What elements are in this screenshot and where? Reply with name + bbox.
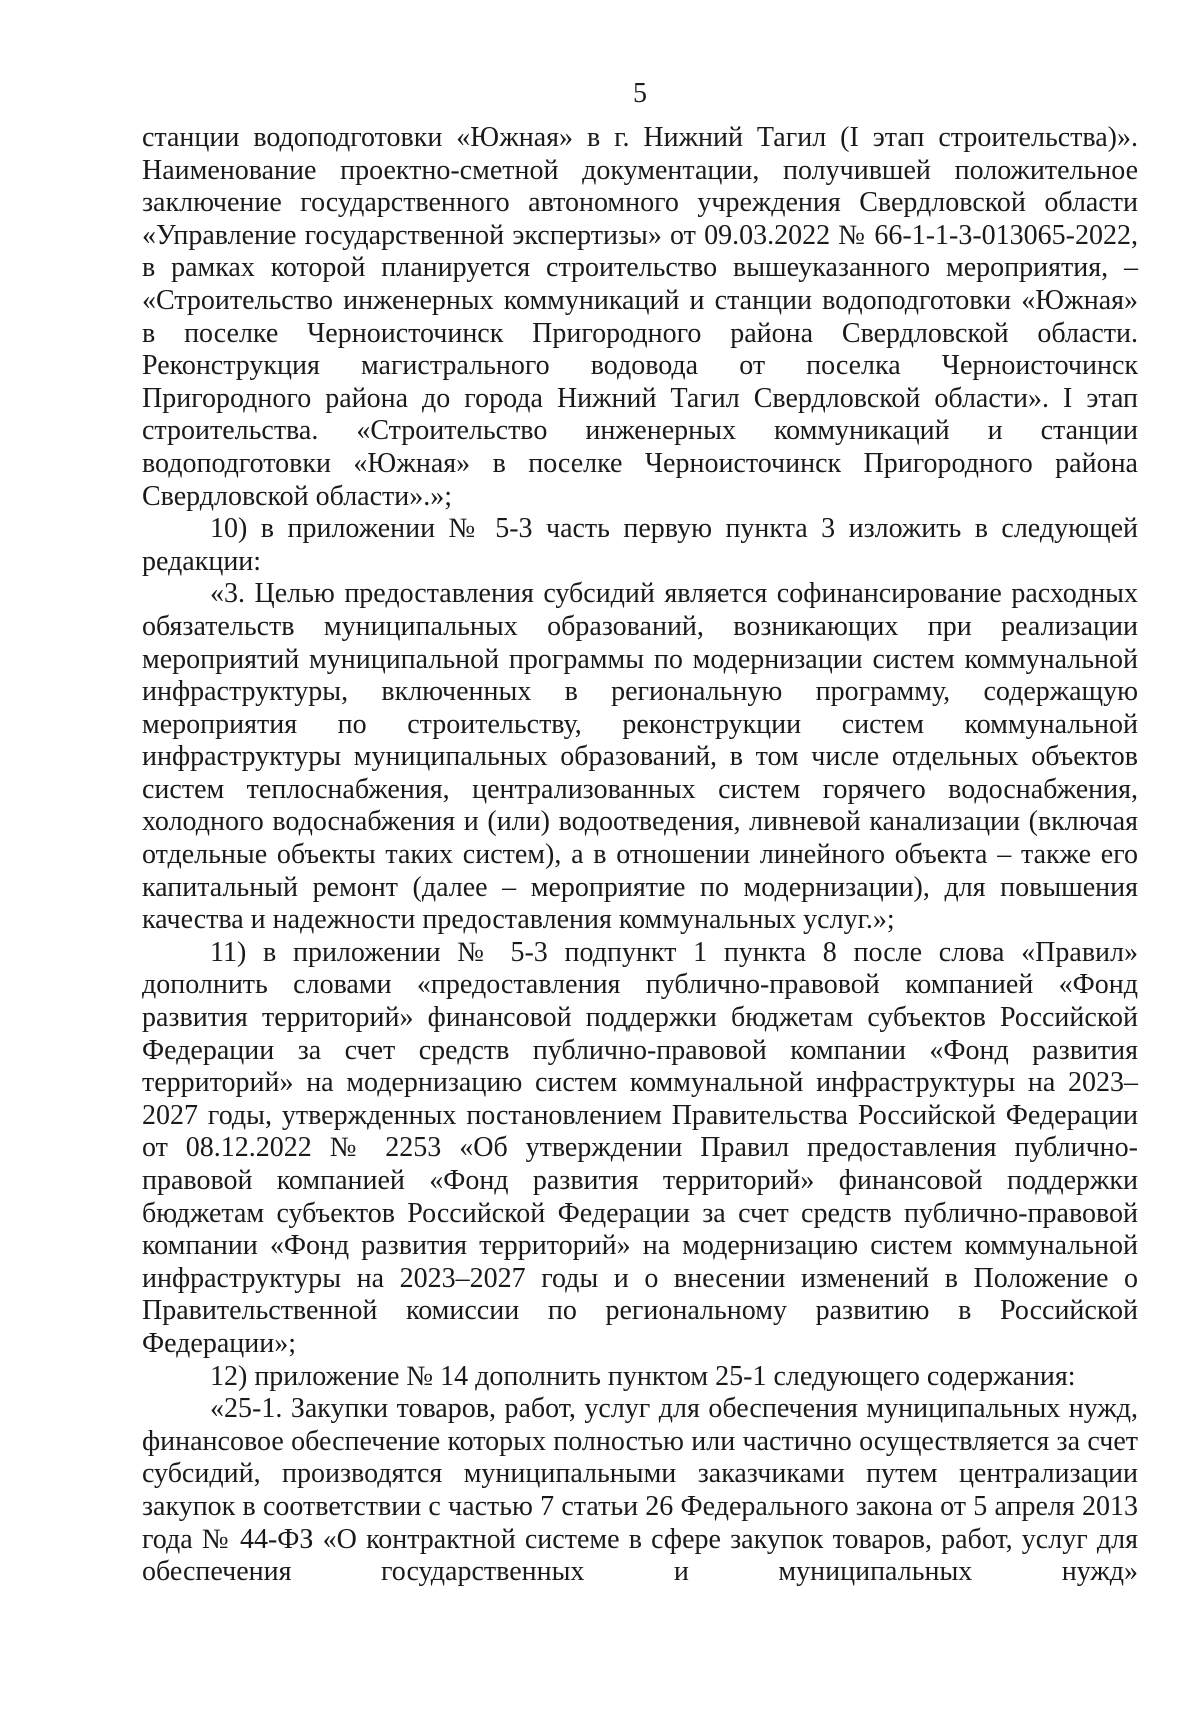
paragraph-6: «25-1. Закупки товаров, работ, услуг для обеспечения муниципальных нужд, финансовое обеспечение которых полностью или частично осуществляется за счет субсидий, производятся муниципальными заказчиками путем централизации закупок в соответствии с частью 7 статьи 26 Федерального закона от 5 апреля 2013 года № 44-ФЗ «О контрактной системе в сфере закупок товаров, работ, услуг для обеспечения государственных и муниципальных нужд»: [142, 1393, 1138, 1588]
paragraph-5: 12) приложение № 14 дополнить пунктом 25-1 следующего содержания:: [210, 1360, 1076, 1392]
paragraph-2: 10) в приложении № 5-3 часть первую пункта 3 изложить в следующей редакции:: [142, 513, 1138, 577]
page-number: 5: [633, 78, 647, 109]
paragraph-1: станции водоподготовки «Южная» в г. Нижний Тагил (I этап строительства)». Наименование проектно-сметной документации, получившей положительное заключение государственного автономного учреждения Свердловской области «Управление государственной экспертизы» от 09.03.2022 № 66-1-1-3-013065-2022, в рамках которой планируется строительство вышеуказанного мероприятия, – «Строительство инженерных коммуникаций и станции водоподготовки «Южная» в поселке Черноисточинск Пригородного района Свердловской области. Реконструкция магистрального водовода от поселка Черноисточинск Пригородного района до города Нижний Тагил Свердловской области». I этап строительства. «Строительство инженерных коммуникаций и станции водоподготовки «Южная» в поселке Черноисточинск Пригородного района Свердловской области».»;: [142, 122, 1138, 512]
paragraph-3: «3. Целью предоставления субсидий является софинансирование расходных обязательств муниципальных образований, возникающих при реализации мероприятий муниципальной программы по модернизации систем коммунальной инфраструктуры, включенных в региональную программу, содержащую мероприятия по строительству, реконструкции систем коммунальной инфраструктуры муниципальных образований, в том числе отдельных объектов систем теплоснабжения, централизованных систем горячего водоснабжения, холодного водоснабжения и (или) водоотведения, ливневой канализации (включая отдельные объекты таких систем), а в отношении линейного объекта – также его капитальный ремонт (далее – мероприятие по модернизации), для повышения качества и надежности предоставления коммунальных услуг.»;: [142, 578, 1138, 936]
document-body: [142, 122, 1138, 1589]
paragraph-4: 11) в приложении № 5-3 подпункт 1 пункта 8 после слова «Правил» дополнить словами «предоставления публично-правовой компанией «Фонд развития территорий» финансовой поддержки бюджетам субъектов Российской Федерации за счет средств публично-правовой компании «Фонд развития территорий» на модернизацию систем коммунальной инфраструктуры на 2023–2027 годы, утвержденных постановлением Правительства Российской Федерации от 08.12.2022 № 2253 «Об утверждении Правил предоставления публично-правовой компанией «Фонд развития территорий» финансовой поддержки бюджетам субъектов Российской Федерации за счет средств публично-правовой компании «Фонд развития территорий» на модернизацию систем коммунальной инфраструктуры на 2023–2027 годы и о внесении изменений в Положение о Правительственной комиссии по региональному развитию в Российской Федерации»;: [142, 936, 1138, 1359]
